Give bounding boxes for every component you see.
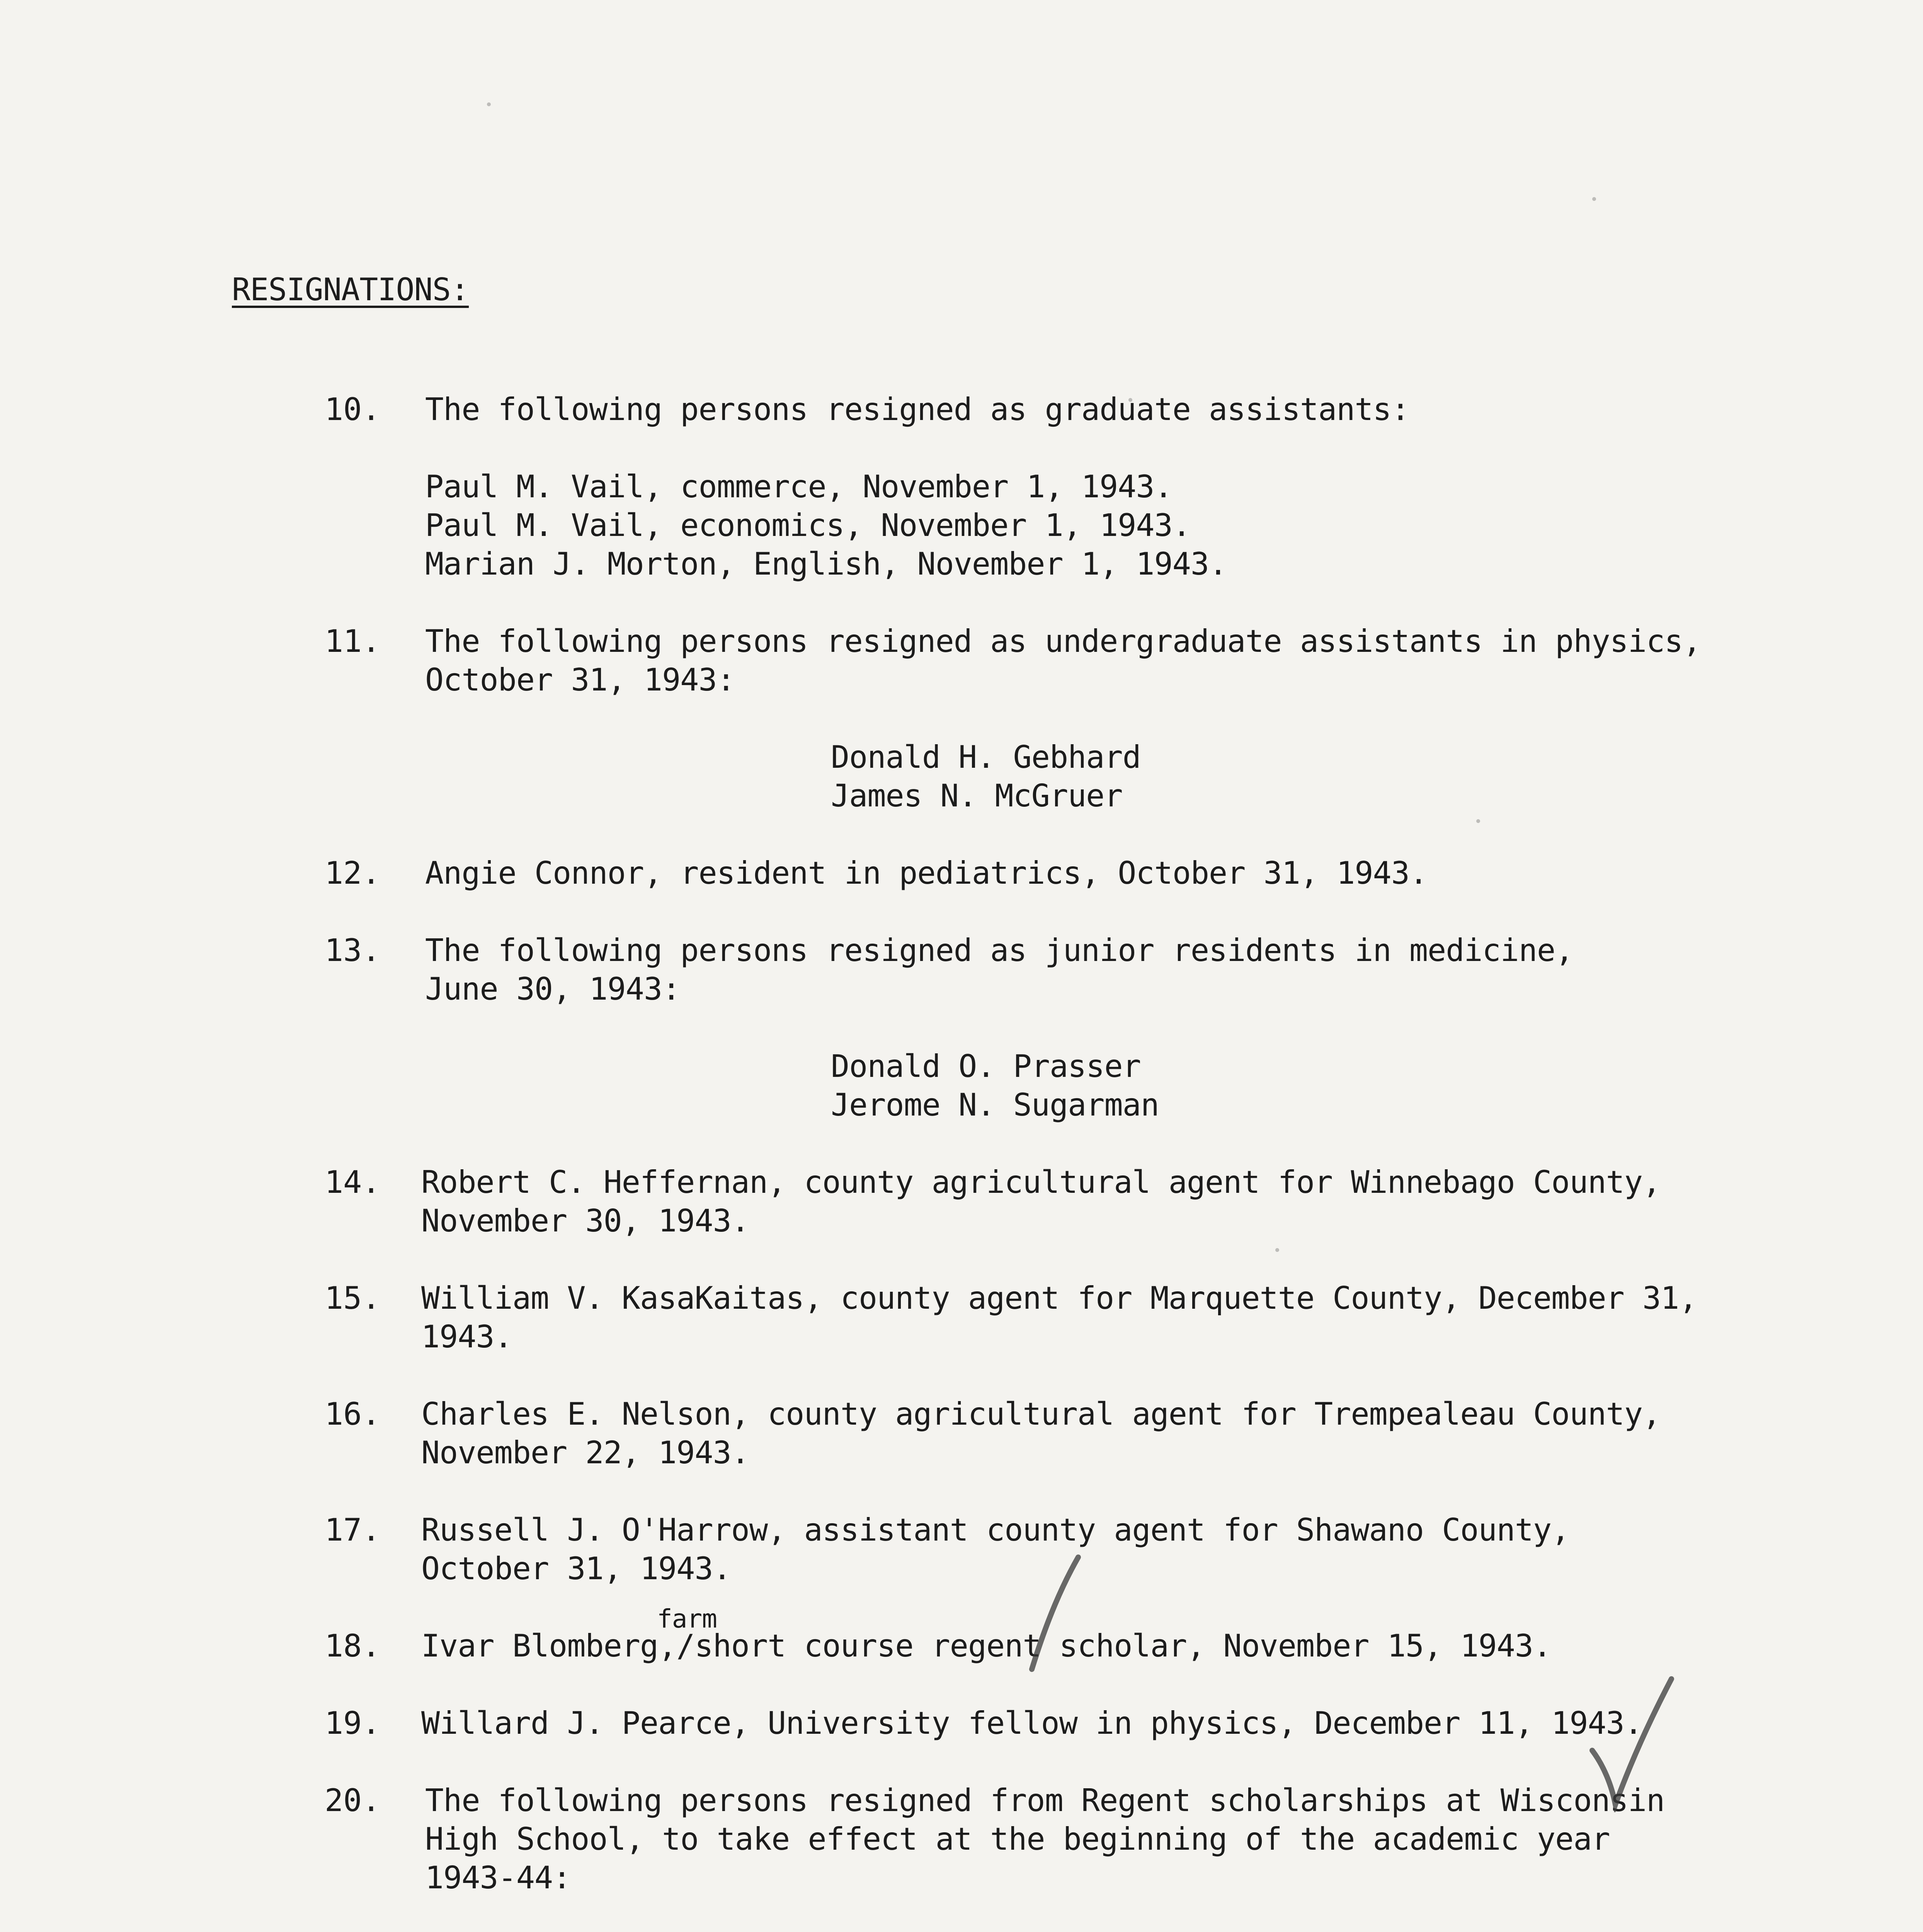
list-item: Marian J. Morton, English, November 1, 1943. [425, 546, 1227, 582]
list-item: Paul M. Vail, economics, November 1, 1943. [425, 507, 1191, 543]
item-text: November 30, 1943. [421, 1203, 749, 1239]
scan-speck [487, 102, 491, 106]
item-text: The following persons resigned as junior residents in medicine, [425, 932, 1574, 968]
item-text: Willard J. Pearce, University fellow in physics, December 11, 1943. [421, 1705, 1642, 1741]
item-number: 12. [325, 855, 381, 891]
list-item: Jerome N. Sugarman [831, 1087, 1159, 1123]
item-text: Angie Connor, resident in pediatrics, October 31, 1943. [425, 855, 1428, 891]
scan-speck [1275, 1248, 1279, 1252]
item-text: Charles E. Nelson, county agricultural agent for Trempealeau County, [421, 1396, 1661, 1432]
section-heading: RESIGNATIONS: [232, 272, 469, 308]
item-number: 14. [325, 1164, 381, 1200]
item-text: Robert C. Heffernan, county agricultural agent for Winnebago County, [421, 1164, 1661, 1200]
inserted-word: farm [657, 1604, 717, 1634]
item-number: 18. [325, 1628, 381, 1664]
item-text: William V. KasaKaitas, county agent for Marquette County, December 31, [421, 1280, 1697, 1316]
item-number: 16. [325, 1396, 381, 1432]
scan-speck [1476, 819, 1480, 823]
item-number: 20. [325, 1782, 381, 1818]
item-number: 19. [325, 1705, 381, 1741]
item-number: 13. [325, 932, 381, 968]
scan-speck [1128, 398, 1132, 402]
item-text: October 31, 1943: [425, 662, 735, 698]
item-number: 11. [325, 623, 381, 659]
item-text: The following persons resigned as undergraduate assistants in physics, [425, 623, 1701, 659]
item-number: 10. [325, 391, 381, 427]
item-text: High School, to take effect at the beginning of the academic year [425, 1821, 1610, 1857]
item-number: 15. [325, 1280, 381, 1316]
item-text: November 22, 1943. [421, 1435, 749, 1471]
item-number: 17. [325, 1512, 381, 1548]
list-item: Donald O. Prasser [831, 1048, 1141, 1084]
item-text: 1943. [421, 1319, 512, 1355]
item-text: June 30, 1943: [425, 971, 681, 1007]
scan-speck [1592, 197, 1596, 201]
list-item: Paul M. Vail, commerce, November 1, 1943. [425, 469, 1173, 505]
item-text: The following persons resigned from Regent scholarships at Wisconsin [425, 1782, 1665, 1818]
item-text: Russell J. O'Harrow, assistant county agent for Shawano County, [421, 1512, 1570, 1548]
list-item: James N. McGruer [831, 778, 1123, 814]
item-text: October 31, 1943. [421, 1551, 731, 1587]
list-item: Donald H. Gebhard [831, 739, 1141, 775]
item-text: The following persons resigned as graduate assistants: [425, 391, 1409, 427]
item-text: 1943-44: [425, 1860, 571, 1896]
item-text: Ivar Blomberg,/short course regent scholar, November 15, 1943. [421, 1628, 1552, 1664]
